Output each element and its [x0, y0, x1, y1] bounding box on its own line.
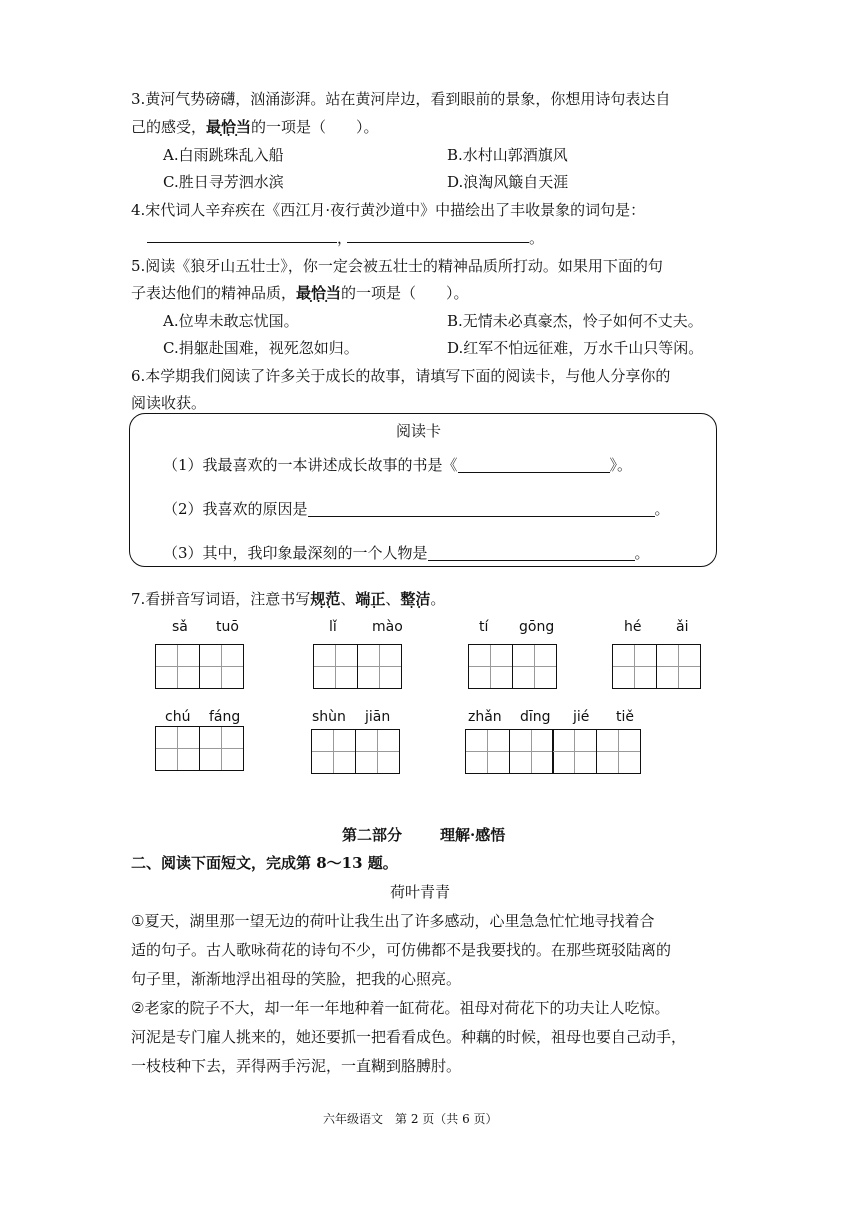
passage-p1-line3: 句子里，渐渐地浮出祖母的笑脸，把我的心照亮。 — [131, 970, 462, 988]
q4-answer-blank-1[interactable] — [147, 242, 337, 243]
pinyin: shùn — [312, 709, 346, 725]
q4-comma: ， — [337, 229, 353, 247]
card-item-3-end: 。 — [634, 544, 650, 562]
writing-box[interactable] — [552, 729, 597, 774]
q7-line — [131, 588, 445, 609]
card-item-3-blank[interactable] — [428, 544, 635, 561]
card-item-1-label: （1）我最喜欢的一本讲述成长故事的书是《 — [163, 456, 458, 474]
q6-line2: 阅读收获。 — [131, 394, 207, 412]
pinyin: mào — [372, 619, 403, 635]
writing-box[interactable] — [155, 644, 200, 689]
pinyin: lǐ — [329, 619, 337, 635]
q4-line1: 4.宋代词人辛弃疾在《西江月·夜行黄沙道中》中描绘出了丰收景象的词句是： — [131, 201, 646, 219]
writing-box[interactable] — [509, 729, 554, 774]
q7-end: 。 — [430, 590, 446, 608]
q7-word-duanzheng: 端正 · · — [355, 588, 385, 609]
q3-line2 — [131, 116, 379, 137]
q5-option-c: C.捐躯赴国难，视死忽如归。 — [163, 339, 359, 357]
page-footer: 六年级语文 第 2 页（共 6 页） — [323, 1112, 498, 1126]
writing-box[interactable] — [155, 726, 200, 771]
pinyin: ǎi — [676, 619, 689, 635]
part2-heading — [342, 824, 505, 845]
writing-box[interactable] — [468, 644, 513, 689]
pinyin: gōng — [519, 619, 555, 635]
pinyin: tuō — [216, 619, 239, 635]
q3-line1: 3.黄河气势磅礴，汹涌澎湃。站在黄河岸边，看到眼前的景象，你想用诗句表达自 — [131, 90, 671, 108]
pinyin: chú — [165, 709, 191, 725]
card-item-1-blank[interactable] — [458, 456, 610, 473]
q5-line2 — [131, 282, 469, 303]
q3-line2-post: 的一项是（ ）。 — [251, 118, 379, 136]
part2-heading-title: 理解·感悟 — [440, 826, 506, 844]
passage-p2-line1: ②老家的院子不大，却一年一年地种着一缸荷花。祖母对荷花下的功夫让人吃惊。 — [131, 999, 670, 1017]
writing-grid-tigong — [468, 644, 557, 689]
writing-grid-heai — [612, 644, 701, 689]
pinyin: tiě — [616, 709, 634, 725]
card-item-1 — [163, 454, 632, 475]
writing-box[interactable] — [612, 644, 657, 689]
q7-word-guifan: 规范 · · — [310, 588, 340, 609]
part2-heading-number: 第二部分 — [342, 826, 403, 844]
q5-option-b: B.无情未必真豪杰，怜子如何不丈夫。 — [447, 312, 703, 330]
q5-option-a: A.位卑未敢忘忧国。 — [163, 312, 299, 330]
card-item-2 — [163, 498, 670, 519]
pinyin: dīng — [520, 709, 551, 725]
q5-line2-pre: 子表达他们的精神品质， — [131, 284, 297, 302]
writing-box[interactable] — [512, 644, 557, 689]
q6-line1: 6.本学期我们阅读了许多关于成长的故事，请填写下面的阅读卡，与他人分享你的 — [131, 367, 671, 385]
q5-emphasis: 最恰当 · · · — [296, 282, 341, 303]
pinyin: jié — [573, 709, 590, 725]
q3-option-c: C.胜日寻芳泗水滨 — [163, 173, 284, 191]
writing-box[interactable] — [465, 729, 510, 774]
q3-option-a: A.白雨跳珠乱入船 — [163, 146, 284, 164]
passage-p2-line3: 一枝枝种下去，弄得两手污泥，一直糊到胳膊肘。 — [131, 1057, 462, 1075]
q7-word-zhengjie: 整洁 · · — [400, 588, 430, 609]
writing-box[interactable] — [596, 729, 641, 774]
reading-card-title: 阅读卡 — [396, 422, 442, 440]
passage-p1-line1: ①夏天，湖里那一望无边的荷叶让我生出了许多感动，心里急急忙忙地寻找着合 — [131, 912, 655, 930]
writing-box[interactable] — [313, 644, 358, 689]
writing-box[interactable] — [355, 729, 400, 774]
pinyin: hé — [624, 619, 642, 635]
card-item-2-blank[interactable] — [308, 500, 655, 517]
q3-option-b: B.水村山郭酒旗风 — [447, 146, 568, 164]
passage-p2-line2: 河泥是专门雇人挑来的，她还要抓一把看看成色。种藕的时候，祖母也要自己动手， — [131, 1028, 687, 1046]
q3-option-d: D.浪淘风簸自天涯 — [447, 173, 569, 191]
writing-box[interactable] — [656, 644, 701, 689]
writing-grid-satuo — [155, 644, 244, 689]
q3-emphasis: 最恰当 · · · — [206, 116, 251, 137]
pinyin: sǎ — [172, 619, 188, 635]
q4-answer-blank-2[interactable] — [347, 242, 529, 243]
card-item-3-label: （3）其中，我印象最深刻的一个人物是 — [163, 544, 428, 562]
passage-p1-line2: 适的句子。古人歌咏荷花的诗句不少，可仿佛都不是我要找的。在那些斑驳陆离的 — [131, 941, 672, 959]
q5-line2-post: 的一项是（ ）。 — [341, 284, 469, 302]
q7-prompt: 7.看拼音写词语，注意书写 — [131, 590, 311, 608]
writing-box[interactable] — [199, 644, 244, 689]
q5-option-d: D.红军不怕远征难，万水千山只等闲。 — [447, 339, 704, 357]
q3-line2-pre: 己的感受， — [131, 118, 207, 136]
pinyin: zhǎn — [468, 709, 502, 725]
card-item-3 — [163, 542, 650, 563]
card-item-2-end: 。 — [654, 500, 670, 518]
q5-line1: 5.阅读《狼牙山五壮士》，你一定会被五壮士的精神品质所打动。如果用下面的句 — [131, 257, 663, 275]
passage-title: 荷叶青青 — [390, 883, 451, 901]
writing-box[interactable] — [199, 726, 244, 771]
q7-sep-2: 、 — [385, 590, 401, 608]
section-instruction: 二、阅读下面短文，完成第 8～13 题。 — [131, 854, 398, 872]
pinyin: tí — [479, 619, 489, 635]
card-item-2-label: （2）我喜欢的原因是 — [163, 500, 308, 518]
writing-grid-chufang — [155, 726, 244, 771]
writing-grid-limao — [313, 644, 402, 689]
q4-end: 。 — [529, 229, 545, 247]
writing-box[interactable] — [357, 644, 402, 689]
pinyin: jiān — [365, 709, 391, 725]
writing-grid-shunjian — [311, 729, 400, 774]
writing-grid-zhandingjietie — [465, 729, 641, 774]
q7-sep-1: 、 — [340, 590, 356, 608]
writing-box[interactable] — [311, 729, 356, 774]
pinyin: fáng — [209, 709, 241, 725]
card-item-1-end: 》。 — [609, 456, 633, 474]
